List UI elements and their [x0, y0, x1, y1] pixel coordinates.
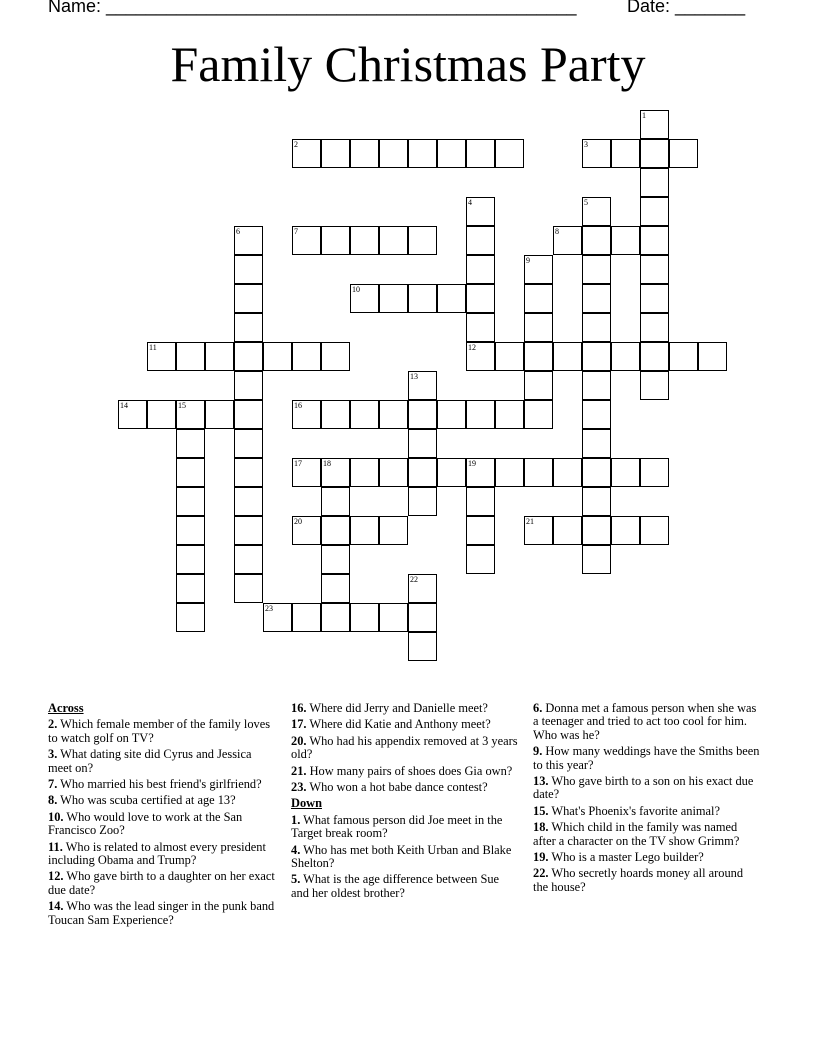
- grid-cell[interactable]: [234, 226, 263, 255]
- grid-cell[interactable]: [147, 400, 176, 429]
- grid-cell[interactable]: [640, 255, 669, 284]
- clue-down-18: 18. Which child in the family was named after a character on the TV show Grimm?: [533, 820, 740, 848]
- grid-cell[interactable]: [408, 458, 437, 487]
- grid-cell[interactable]: [495, 400, 524, 429]
- cell-number: 7: [294, 227, 298, 236]
- grid-cell[interactable]: [582, 226, 611, 255]
- grid-cell[interactable]: [669, 342, 698, 371]
- grid-cell[interactable]: [350, 284, 379, 313]
- grid-cell[interactable]: [408, 371, 437, 400]
- grid-cell[interactable]: [640, 458, 669, 487]
- grid-cell[interactable]: [640, 371, 669, 400]
- name-field[interactable]: Name: _______________________________________________: [48, 0, 577, 16]
- grid-cell[interactable]: [321, 487, 350, 516]
- grid-cell[interactable]: [466, 313, 495, 342]
- grid-cell[interactable]: [350, 139, 379, 168]
- grid-cell[interactable]: [640, 168, 669, 197]
- grid-cell[interactable]: [350, 226, 379, 255]
- grid-cell[interactable]: [205, 400, 234, 429]
- grid-cell[interactable]: [408, 429, 437, 458]
- grid-cell[interactable]: [321, 226, 350, 255]
- grid-cell[interactable]: [495, 458, 524, 487]
- grid-cell[interactable]: [553, 458, 582, 487]
- grid-cell[interactable]: [611, 458, 640, 487]
- grid-cell[interactable]: [263, 603, 292, 632]
- grid-cell[interactable]: [321, 458, 350, 487]
- grid-cell[interactable]: [147, 342, 176, 371]
- cell-number: 15: [178, 401, 186, 410]
- grid-cell[interactable]: [321, 545, 350, 574]
- clue-across-20: 20. Who had his appendix removed at 3 years old?: [291, 733, 518, 762]
- grid-cell[interactable]: [495, 342, 524, 371]
- down-heading: Down: [291, 796, 322, 811]
- cell-number: 2: [294, 140, 298, 149]
- clue-across-16: 16. Where did Jerry and Danielle meet?: [291, 701, 488, 715]
- grid-cell[interactable]: [292, 603, 321, 632]
- cell-number: 5: [584, 198, 588, 207]
- grid-cell[interactable]: [524, 284, 553, 313]
- grid-cell[interactable]: [466, 255, 495, 284]
- grid-cell[interactable]: [553, 516, 582, 545]
- grid-cell[interactable]: [466, 516, 495, 545]
- grid-cell[interactable]: [205, 342, 234, 371]
- grid-cell[interactable]: [640, 226, 669, 255]
- grid-cell[interactable]: [234, 574, 263, 603]
- grid-cell[interactable]: [234, 516, 263, 545]
- cell-number: 22: [410, 575, 418, 584]
- grid-cell[interactable]: [176, 545, 205, 574]
- grid-cell[interactable]: [437, 400, 466, 429]
- puzzle-title: Family Christmas Party: [170, 36, 646, 92]
- grid-cell[interactable]: [582, 342, 611, 371]
- grid-cell[interactable]: [408, 632, 437, 661]
- grid-cell[interactable]: [466, 284, 495, 313]
- grid-cell[interactable]: [321, 342, 350, 371]
- grid-cell[interactable]: [234, 487, 263, 516]
- clues-column-1: [48, 702, 276, 930]
- grid-cell[interactable]: [466, 545, 495, 574]
- cell-number: 14: [120, 401, 128, 410]
- grid-cell[interactable]: [379, 139, 408, 168]
- grid-cell[interactable]: [176, 574, 205, 603]
- grid-cell[interactable]: [582, 371, 611, 400]
- clue-down-22: 22. Who secretly hoards money all around the house?: [533, 866, 744, 894]
- grid-cell[interactable]: [640, 313, 669, 342]
- grid-cell[interactable]: [466, 197, 495, 226]
- grid-cell[interactable]: [234, 371, 263, 400]
- grid-cell[interactable]: [379, 603, 408, 632]
- cell-number: 8: [555, 227, 559, 236]
- cell-number: 18: [323, 459, 331, 468]
- clue-across-21: 21. How many pairs of shoes does Gia own?: [291, 763, 513, 778]
- clue-across-12: 12. Who gave birth to a daughter on her exact due date?: [48, 869, 275, 897]
- grid-cell[interactable]: [350, 516, 379, 545]
- grid-cell[interactable]: [640, 110, 669, 139]
- grid-cell[interactable]: [379, 400, 408, 429]
- grid-cell[interactable]: [408, 284, 437, 313]
- clue-down-13: 13. Who gave birth to a son on his exact due date?: [533, 774, 754, 802]
- grid-cell[interactable]: [524, 458, 553, 487]
- grid-cell[interactable]: [234, 429, 263, 458]
- grid-cell[interactable]: [582, 400, 611, 429]
- clue-across-17: 17. Where did Katie and Anthony meet?: [291, 717, 491, 732]
- grid-cell[interactable]: [524, 371, 553, 400]
- clue-down-15: 15. What's Phoenix's favorite animal?: [533, 803, 720, 818]
- grid-cell[interactable]: [640, 139, 669, 168]
- clue-across-23: 23. Who won a hot babe dance contest?: [291, 780, 488, 795]
- grid-cell[interactable]: [408, 139, 437, 168]
- clues-column-2: [291, 702, 519, 903]
- grid-cell[interactable]: [582, 284, 611, 313]
- grid-cell[interactable]: [611, 226, 640, 255]
- grid-cell[interactable]: [321, 139, 350, 168]
- grid-cell[interactable]: [582, 255, 611, 284]
- grid-cell[interactable]: [437, 139, 466, 168]
- grid-cell[interactable]: [524, 255, 553, 284]
- grid-cell[interactable]: [176, 487, 205, 516]
- grid-cell[interactable]: [582, 545, 611, 574]
- cell-number: 3: [584, 140, 588, 149]
- grid-cell[interactable]: [350, 458, 379, 487]
- grid-cell[interactable]: [379, 284, 408, 313]
- grid-cell[interactable]: [234, 342, 263, 371]
- grid-cell[interactable]: [176, 516, 205, 545]
- grid-cell[interactable]: [379, 458, 408, 487]
- clue-across-2: 2. Which female member of the family loves to watch golf on TV?: [48, 717, 271, 745]
- clue-down-5: 5. What is the age difference between Sue and her oldest brother?: [291, 872, 500, 900]
- grid-cell[interactable]: [582, 139, 611, 168]
- cell-number: 10: [352, 285, 360, 294]
- grid-cell[interactable]: [379, 516, 408, 545]
- grid-cell[interactable]: [292, 400, 321, 429]
- grid-cell[interactable]: [466, 487, 495, 516]
- clues-column-3: [533, 702, 761, 897]
- grid-cell[interactable]: [640, 284, 669, 313]
- grid-cell[interactable]: [176, 429, 205, 458]
- cell-number: 19: [468, 459, 476, 468]
- grid-cell[interactable]: [582, 429, 611, 458]
- grid-cell[interactable]: [524, 400, 553, 429]
- grid-cell[interactable]: [553, 226, 582, 255]
- grid-cell[interactable]: [408, 574, 437, 603]
- cell-number: 21: [526, 517, 534, 526]
- grid-cell[interactable]: [611, 342, 640, 371]
- grid-cell[interactable]: [640, 342, 669, 371]
- grid-cell[interactable]: [408, 603, 437, 632]
- grid-cell[interactable]: [524, 313, 553, 342]
- cell-number: 4: [468, 198, 472, 207]
- grid-cell[interactable]: [379, 226, 408, 255]
- grid-cell[interactable]: [524, 342, 553, 371]
- across-heading: Across: [48, 701, 84, 715]
- grid-cell[interactable]: [292, 226, 321, 255]
- grid-cell[interactable]: [176, 458, 205, 487]
- clue-down-1: 1. What famous person did Joe meet in the Target break room?: [291, 812, 503, 841]
- grid-cell[interactable]: [582, 516, 611, 545]
- cell-number: 16: [294, 401, 302, 410]
- grid-cell[interactable]: [321, 603, 350, 632]
- grid-cell[interactable]: [263, 342, 292, 371]
- grid-cell[interactable]: [466, 400, 495, 429]
- clue-down-19: 19. Who is a master Lego builder?: [533, 850, 704, 865]
- grid-cell[interactable]: [495, 139, 524, 168]
- grid-cell[interactable]: [582, 197, 611, 226]
- grid-cell[interactable]: [466, 226, 495, 255]
- cell-number: 1: [642, 111, 646, 120]
- grid-cell[interactable]: [582, 458, 611, 487]
- grid-cell[interactable]: [118, 400, 147, 429]
- grid-cell[interactable]: [437, 284, 466, 313]
- clue-across-7: 7. Who married his best friend's girlfriend?: [48, 777, 262, 792]
- grid-cell[interactable]: [466, 342, 495, 371]
- cell-number: 6: [236, 227, 240, 236]
- grid-cell[interactable]: [611, 139, 640, 168]
- grid-cell[interactable]: [176, 342, 205, 371]
- grid-cell[interactable]: [234, 284, 263, 313]
- grid-cell[interactable]: [321, 574, 350, 603]
- grid-cell[interactable]: [408, 400, 437, 429]
- clue-down-9: 9. How many weddings have the Smiths been to this year?: [533, 744, 760, 772]
- grid-cell[interactable]: [292, 342, 321, 371]
- grid-cell[interactable]: [408, 487, 437, 516]
- grid-cell[interactable]: [234, 400, 263, 429]
- grid-cell[interactable]: [408, 226, 437, 255]
- grid-cell[interactable]: [292, 458, 321, 487]
- grid-cell[interactable]: [466, 139, 495, 168]
- grid-cell[interactable]: [640, 516, 669, 545]
- cell-number: 20: [294, 517, 302, 526]
- clue-down-6: 6. Donna met a famous person when she was a teenager and tried to act too cool for him. Who was he?: [533, 701, 757, 742]
- grid-cell[interactable]: [234, 255, 263, 284]
- grid-cell[interactable]: [350, 400, 379, 429]
- cell-number: 9: [526, 256, 530, 265]
- grid-cell[interactable]: [234, 458, 263, 487]
- grid-cell[interactable]: [582, 487, 611, 516]
- cell-number: 12: [468, 343, 476, 352]
- clue-across-11: 11. Who is related to almost every president including Obama and Trump?: [48, 839, 266, 868]
- grid-cell[interactable]: [553, 342, 582, 371]
- grid-cell[interactable]: [466, 458, 495, 487]
- clue-across-14: 14. Who was the lead singer in the punk band Toucan Sam Experience?: [48, 899, 275, 927]
- date-field[interactable]: Date: _______: [627, 0, 746, 16]
- clue-down-4: 4. Who has met both Keith Urban and Blake Shelton?: [291, 842, 512, 871]
- grid-cell[interactable]: [176, 400, 205, 429]
- grid-cell[interactable]: [176, 603, 205, 632]
- cell-number: 23: [265, 604, 273, 613]
- clue-across-10: 10. Who would love to work at the San Francisco Zoo?: [48, 809, 243, 838]
- clue-across-8: 8. Who was scuba certified at age 13?: [48, 793, 236, 808]
- cell-number: 17: [294, 459, 302, 468]
- grid-cell[interactable]: [698, 342, 727, 371]
- grid-cell[interactable]: [669, 139, 698, 168]
- grid-cell[interactable]: [321, 400, 350, 429]
- grid-cell[interactable]: [234, 313, 263, 342]
- cell-number: 11: [149, 343, 157, 352]
- grid-cell[interactable]: [524, 516, 553, 545]
- clue-across-3: 3. What dating site did Cyrus and Jessica meet on?: [48, 747, 252, 775]
- grid-cell[interactable]: [292, 516, 321, 545]
- grid-cell[interactable]: [350, 603, 379, 632]
- grid-cell[interactable]: [582, 313, 611, 342]
- grid-cell[interactable]: [437, 458, 466, 487]
- grid-cell[interactable]: [611, 516, 640, 545]
- grid-cell[interactable]: [292, 139, 321, 168]
- grid-cell[interactable]: [321, 516, 350, 545]
- grid-cell[interactable]: [234, 545, 263, 574]
- grid-cell[interactable]: [640, 197, 669, 226]
- cell-number: 13: [410, 372, 418, 381]
